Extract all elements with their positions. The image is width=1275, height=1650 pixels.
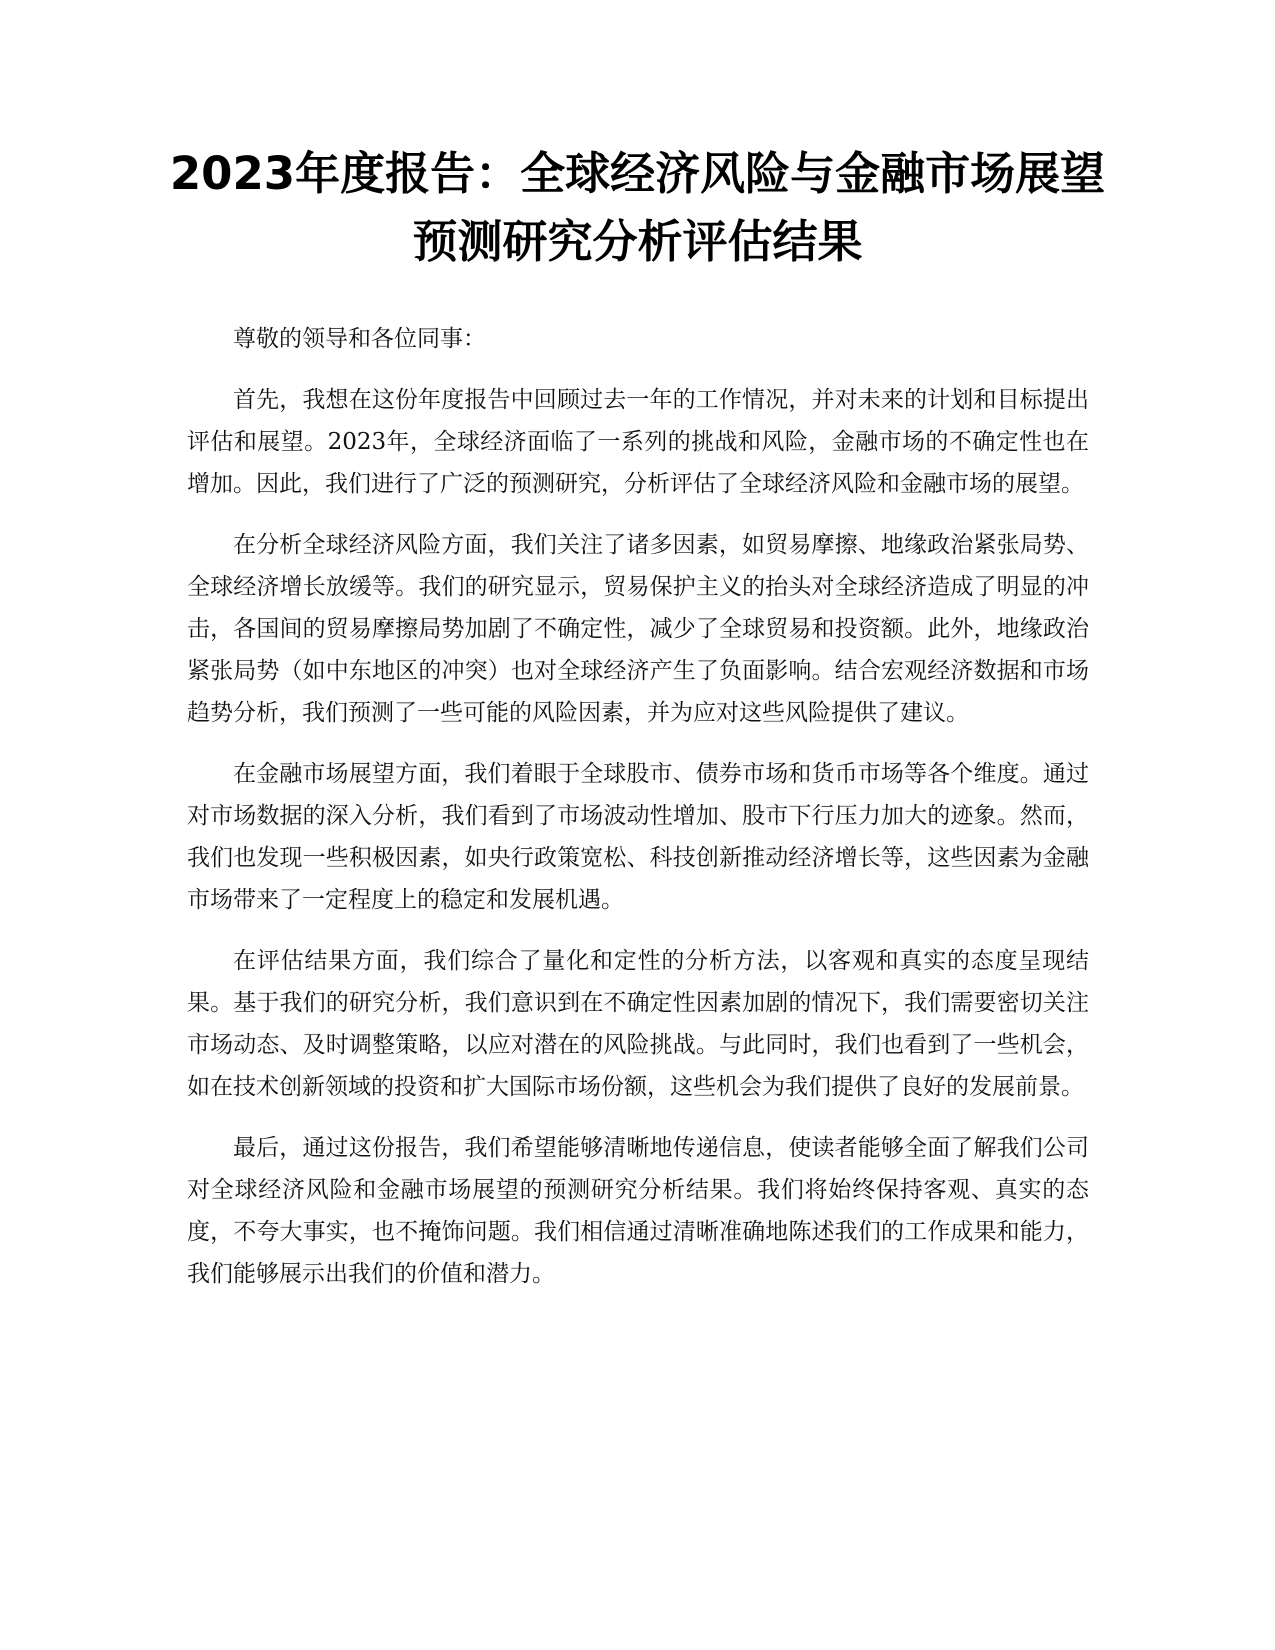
paragraph-evaluation-results: 在评估结果方面，我们综合了量化和定性的分析方法，以客观和真实的态度呈现结果。基于我们的研究分析，我们意识到在不确定性因素加剧的情况下，我们需要密切关注市场动态、及时调整策略，以应对潜在的风险挑战。与此同时，我们也看到了一些机会，如在技术创新领域的投资和扩大国际市场份额，这些机会为我们提供了良好的发展前景。 xyxy=(187,948,1089,1100)
paragraph-economic-risk: 在分析全球经济风险方面，我们关注了诸多因素，如贸易摩擦、地缘政治紧张局势、全球经济增长放缓等。我们的研究显示，贸易保护主义的抬头对全球经济造成了明显的冲击，各国间的贸易摩擦局势加剧了不确定性，减少了全球贸易和投资额。此外，地缘政治紧张局势（如中东地区的冲突）也对全球经济产生了负面影响。结合宏观经济数据和市场趋势分析，我们预测了一些可能的风险因素，并为应对这些风险提供了建议。 xyxy=(187,532,1089,726)
document-body xyxy=(187,318,1089,1314)
salutation: 尊敬的领导和各位同事： xyxy=(233,326,486,352)
paragraph-intro: 首先，我想在这份年度报告中回顾过去一年的工作情况，并对未来的计划和目标提出评估和展望。2023年，全球经济面临了一系列的挑战和风险，金融市场的不确定性也在增加。因此，我们进行了广泛的预测研究，分析评估了全球经济风险和金融市场的展望。 xyxy=(187,387,1089,497)
document-title: 2023年度报告：全球经济风险与金融市场展望预测研究分析评估结果 xyxy=(169,147,1106,268)
paragraph-market-outlook: 在金融市场展望方面，我们着眼于全球股市、债券市场和货币市场等各个维度。通过对市场数据的深入分析，我们看到了市场波动性增加、股市下行压力加大的迹象。然而，我们也发现一些积极因素，如央行政策宽松、科技创新推动经济增长等，这些因素为金融市场带来了一定程度上的稳定和发展机遇。 xyxy=(187,761,1089,913)
paragraph-conclusion: 最后，通过这份报告，我们希望能够清晰地传递信息，使读者能够全面了解我们公司对全球经济风险和金融市场展望的预测研究分析结果。我们将始终保持客观、真实的态度，不夸大事实，也不掩饰问题。我们相信通过清晰准确地陈述我们的工作成果和能力，我们能够展示出我们的价值和潜力。 xyxy=(187,1135,1089,1287)
